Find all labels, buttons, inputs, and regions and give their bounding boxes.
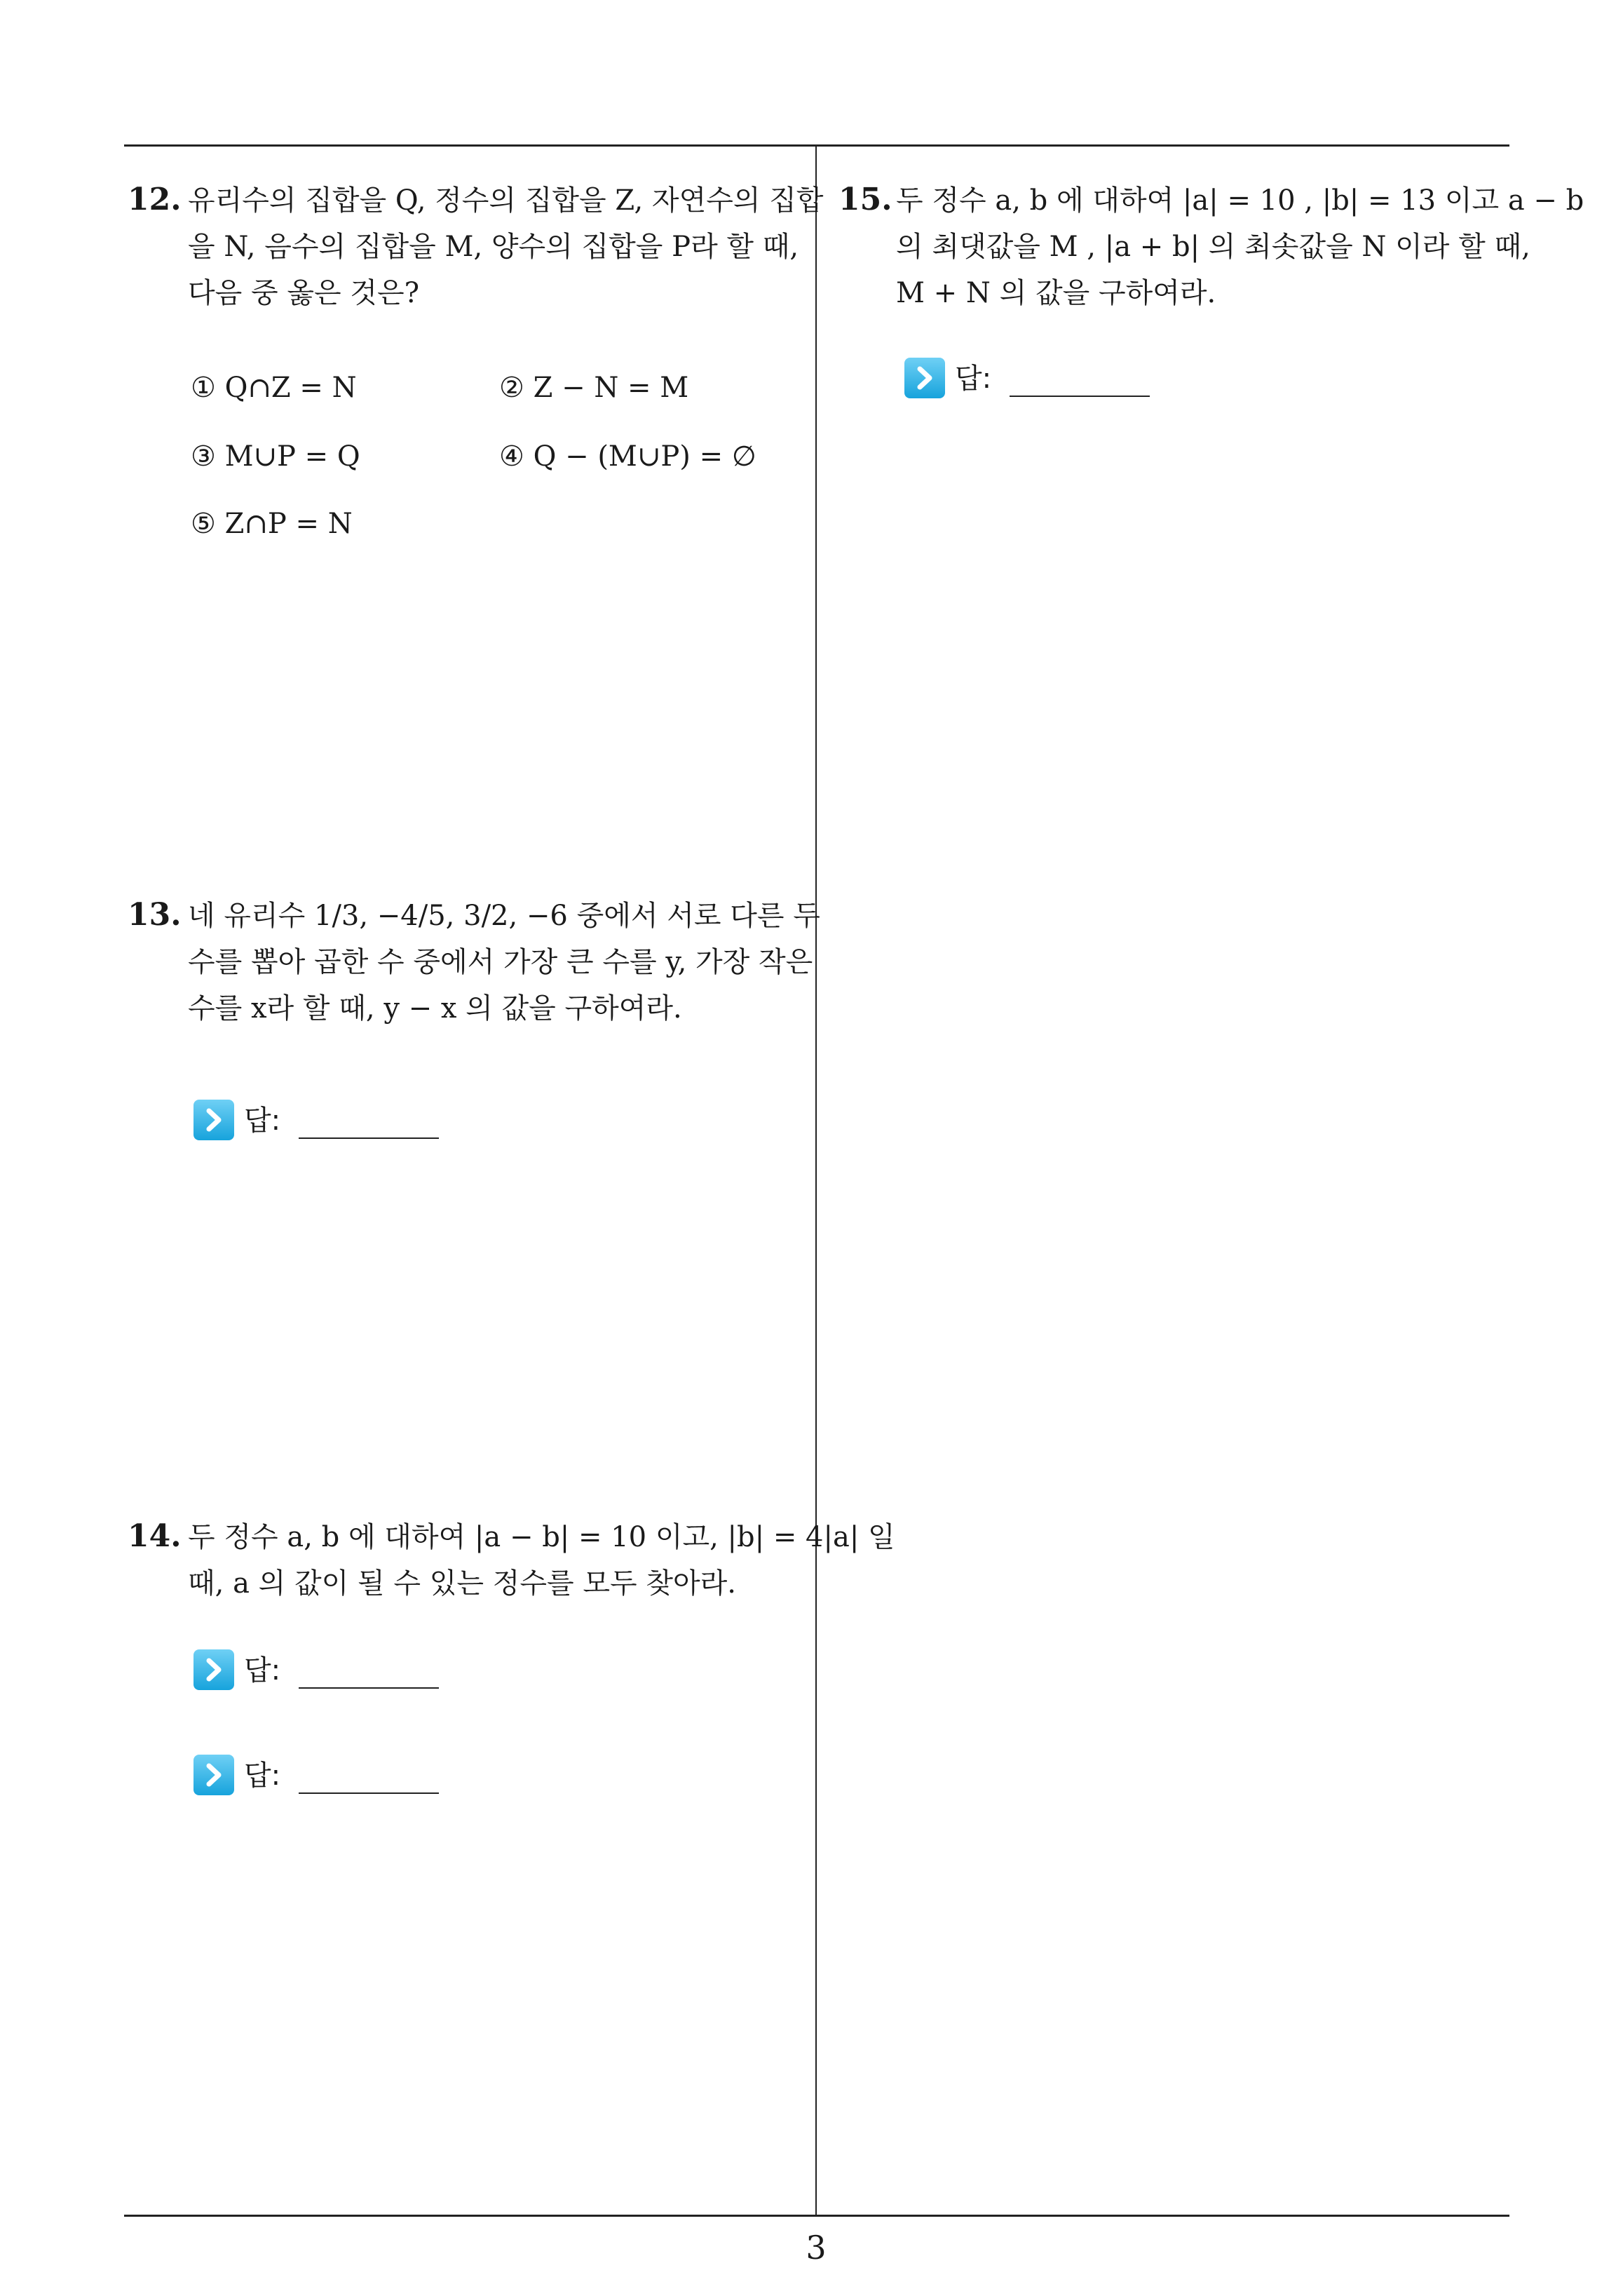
question-text-line: 수를 뽑아 곱한 수 중에서 가장 큰 수를 y, 가장 작은	[188, 946, 813, 978]
question-text-line: 네 유리수 1/3, −4/5, 3/2, −6 중에서 서로 다른 두	[188, 900, 820, 932]
answer-field[interactable]	[193, 1094, 474, 1143]
question-text-line: 두 정수 a, b 에 대하여 |a − b| = 10 이고, |b| = 4|a| 일	[188, 1521, 895, 1553]
answer-blank[interactable]	[1010, 396, 1150, 397]
question-text-line: 두 정수 a, b 에 대하여 |a| = 10 , |b| = 13 이고 a − b	[896, 184, 1584, 217]
question-text-line: 수를 x라 할 때, y − x 의 값을 구하여라.	[188, 992, 682, 1025]
page-number: 3	[806, 2229, 827, 2267]
answer-field[interactable]	[193, 1644, 474, 1693]
choice-2[interactable]: ② Z − N = M	[499, 372, 689, 404]
question-text-line: M + N 의 값을 구하여라.	[896, 277, 1216, 309]
chevron-right-icon	[193, 1755, 234, 1795]
question-text-line: 의 최댓값을 M , |a + b| 의 최솟값을 N 이라 할 때,	[896, 231, 1530, 263]
answer-field[interactable]	[193, 1749, 474, 1798]
answer-label: 답:	[244, 1760, 281, 1792]
answer-label: 답:	[244, 1105, 281, 1137]
chevron-right-icon	[193, 1100, 234, 1140]
chevron-right-icon	[193, 1649, 234, 1690]
question-text-line: 을 N, 음수의 집합을 M, 양수의 집합을 P라 할 때,	[188, 231, 799, 263]
question-number: 12.	[128, 182, 182, 217]
choice-1[interactable]: ① Q∩Z = N	[191, 372, 357, 404]
answer-field[interactable]	[904, 352, 1185, 401]
question-15	[838, 177, 1584, 316]
question-number: 13.	[128, 897, 182, 933]
choice-3[interactable]: ③ M∪P = Q	[191, 440, 360, 473]
question-14	[128, 1513, 895, 1607]
question-12	[128, 177, 824, 316]
question-text-line: 다음 중 옳은 것은?	[188, 277, 420, 309]
question-13	[128, 892, 820, 1032]
question-number: 15.	[838, 182, 892, 217]
question-text-line: 유리수의 집합을 Q, 정수의 집합을 Z, 자연수의 집합	[188, 184, 824, 217]
question-text-line: 때, a 의 값이 될 수 있는 정수를 모두 찾아라.	[188, 1567, 736, 1600]
choice-4[interactable]: ④ Q − (M∪P) = ∅	[499, 440, 756, 473]
answer-blank[interactable]	[299, 1687, 439, 1689]
chevron-right-icon	[904, 358, 945, 398]
choice-5[interactable]: ⑤ Z∩P = N	[191, 508, 353, 540]
answer-label: 답:	[955, 363, 992, 395]
question-number: 14.	[128, 1518, 182, 1554]
bottom-rule	[124, 2215, 1509, 2217]
column-divider	[815, 144, 817, 2216]
answer-label: 답:	[244, 1654, 281, 1687]
top-rule	[124, 144, 1509, 147]
answer-blank[interactable]	[299, 1792, 439, 1794]
answer-blank[interactable]	[299, 1137, 439, 1139]
